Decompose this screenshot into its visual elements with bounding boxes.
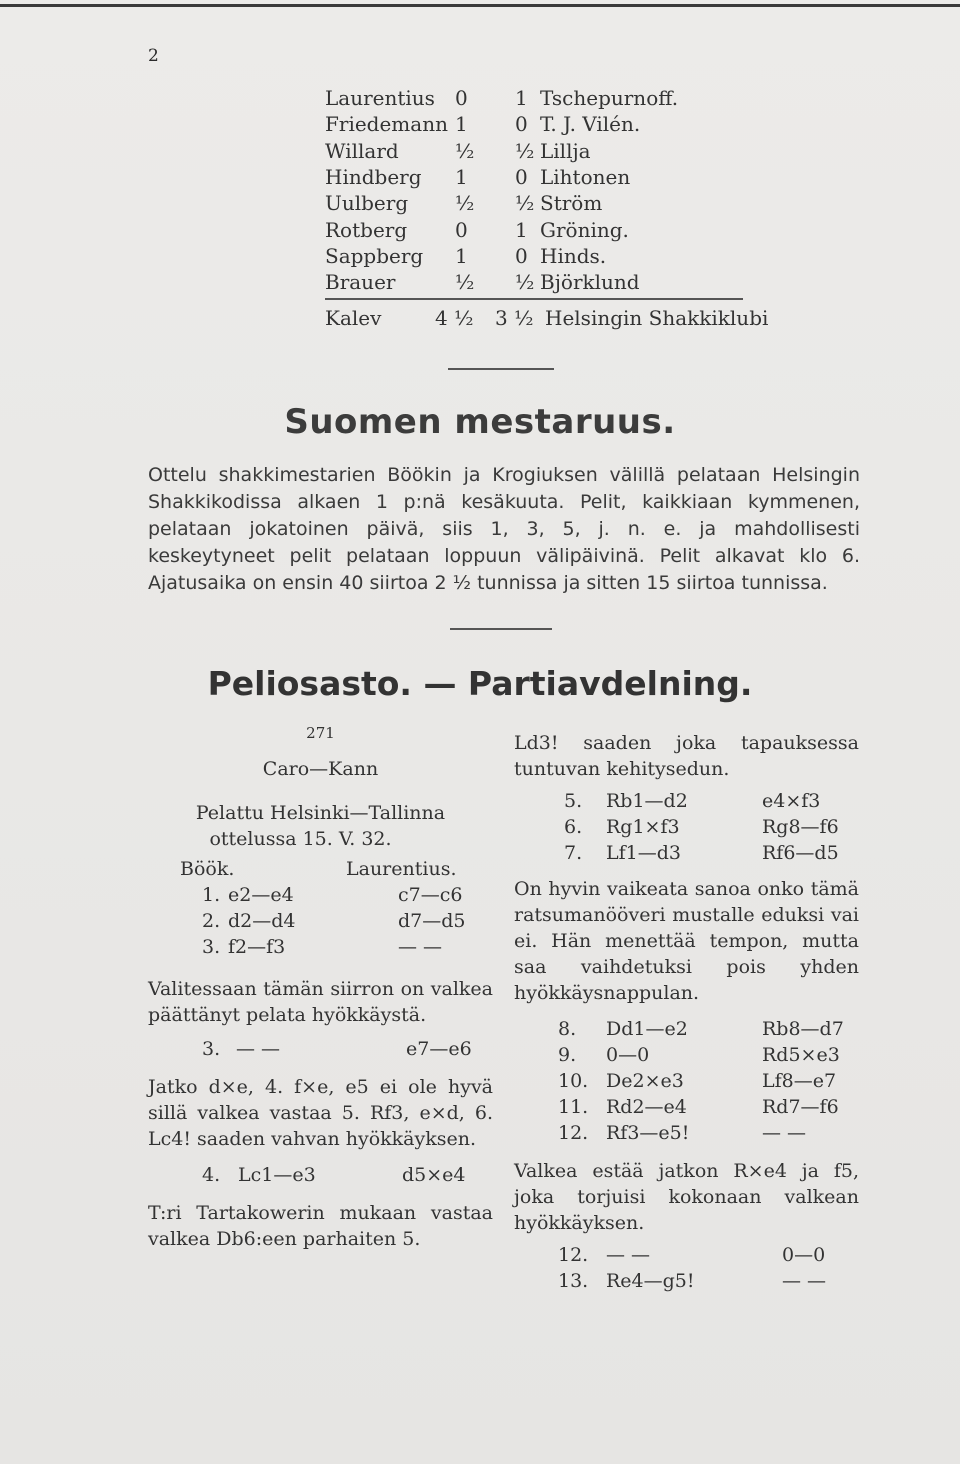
black-move: Rd5×e3: [762, 1044, 840, 1066]
move-number: 6.: [564, 816, 583, 838]
white-move: d2—d4: [228, 910, 296, 932]
home-score: 0: [455, 217, 468, 242]
page-number: 2: [148, 46, 159, 66]
move-number: 12.: [558, 1244, 589, 1266]
annotation: Valitessaan tämän siirron on valkea päättänyt pelata hyökkäystä.: [148, 978, 493, 1026]
move-list: [148, 882, 493, 960]
white-move: f2—f3: [228, 936, 286, 958]
move-number: 9.: [558, 1044, 577, 1066]
move-row: [514, 840, 859, 866]
black-move: Lf8—e7: [762, 1070, 837, 1092]
game-column-left: [148, 720, 493, 1252]
home-player: Sappberg: [325, 243, 424, 268]
move-number: 13.: [558, 1270, 589, 1292]
move-number: 5.: [564, 790, 583, 812]
home-score: ½: [455, 191, 475, 216]
move-number: 12.: [558, 1122, 589, 1144]
total-rule: [325, 298, 743, 300]
black-move: Rd7—f6: [762, 1096, 839, 1118]
white-move: Rd2—e4: [606, 1096, 687, 1118]
move-row: [148, 1036, 493, 1062]
away-score: 1: [515, 86, 528, 110]
home-score: 1: [455, 243, 468, 268]
move-number: 10.: [558, 1070, 589, 1092]
move-row: [514, 1068, 859, 1094]
move-row: [514, 1268, 859, 1294]
black-move: Rf6—d5: [762, 842, 839, 864]
move-row: [514, 814, 859, 840]
home-player: Willard: [325, 138, 399, 163]
annotation: On hyvin vaikeata sanoa onko tämä ratsumanööveri mustalle eduksi vai ei. Hän menettää tempon, mutta saa vaihdetuksi pois yhden hyökkäysnappulan.: [514, 878, 859, 1004]
page-title: Suomen mestaruus.: [284, 402, 676, 442]
move-row: [514, 1094, 859, 1120]
white-player: Böök.: [180, 858, 235, 880]
move-list: [148, 1036, 493, 1062]
white-move: Rf3—e5!: [606, 1122, 690, 1144]
move-list: [514, 1242, 859, 1294]
white-move: — —: [236, 1038, 281, 1060]
away-score: 1: [515, 217, 528, 242]
black-move: — —: [398, 936, 443, 958]
annotation: T:ri Tartakowerin mukaan vastaa valkea Db6:een parhaiten 5.: [148, 1202, 493, 1250]
black-move: — —: [782, 1270, 827, 1292]
home-player: Uulberg: [325, 191, 409, 216]
move-number: 8.: [558, 1018, 577, 1040]
white-move: — —: [606, 1244, 651, 1266]
white-move: Dd1—e2: [606, 1018, 688, 1040]
game-number: 271: [306, 724, 335, 742]
home-player: Laurentius: [325, 86, 435, 110]
away-score: 0: [515, 243, 528, 268]
home-player: Hindberg: [325, 164, 422, 189]
away-player: Hinds.: [540, 243, 607, 268]
away-player: T. J. Vilén.: [540, 112, 641, 137]
move-number: 3.: [202, 936, 221, 958]
home-score: ½: [455, 138, 475, 163]
black-move: — —: [762, 1122, 807, 1144]
black-move: d7—d5: [398, 910, 466, 932]
home-score: ½: [455, 270, 475, 295]
move-number: 4.: [202, 1164, 221, 1186]
white-move: Re4—g5!: [606, 1270, 695, 1292]
black-move: Rb8—d7: [762, 1018, 844, 1040]
white-move: De2×e3: [606, 1070, 684, 1092]
away-player: Björklund: [540, 270, 640, 295]
move-row: [514, 1042, 859, 1068]
white-move: Lc1—e3: [238, 1164, 316, 1186]
away-score: 0: [515, 112, 528, 137]
move-number: 3.: [202, 1038, 221, 1060]
away-score: ½: [515, 191, 535, 216]
white-move: Rg1×f3: [606, 816, 680, 838]
home-player: Brauer: [325, 270, 396, 295]
away-player: Lihtonen: [540, 164, 631, 189]
move-row: [148, 908, 493, 934]
home-score: 0: [455, 86, 468, 110]
home-player: Friedemann: [325, 112, 448, 137]
white-move: 0—0: [606, 1044, 650, 1066]
move-row: [514, 1242, 859, 1268]
move-row: [148, 1162, 493, 1188]
move-list: [514, 1016, 859, 1146]
move-row: [148, 934, 493, 960]
home-score: 1: [455, 164, 468, 189]
move-row: [514, 1016, 859, 1042]
total-home-club: Kalev: [325, 306, 382, 330]
annotation: Ld3! saaden joka tapauksessa tuntuvan kehitysedun.: [514, 732, 859, 780]
away-score: 0: [515, 164, 528, 189]
black-move: e4×f3: [762, 790, 821, 812]
black-move: c7—c6: [398, 884, 463, 906]
black-move: 0—0: [782, 1244, 826, 1266]
away-player: Tschepurnoff.: [540, 86, 679, 110]
away-score: ½: [515, 138, 535, 163]
away-player: Lillja: [540, 138, 591, 163]
divider-rule: [450, 628, 552, 630]
played-line: Pelattu Helsinki—Tallinna: [195, 802, 446, 824]
away-player: Ström: [540, 191, 603, 216]
black-move: e7—e6: [406, 1038, 472, 1060]
move-row: [148, 882, 493, 908]
black-move: Rg8—f6: [762, 816, 839, 838]
move-number: 7.: [564, 842, 583, 864]
divider-rule: [448, 368, 554, 370]
total-home-score: 4 ½: [435, 306, 474, 330]
black-player: Laurentius.: [346, 858, 457, 880]
annotation: Valkea estää jatkon R×e4 ja f5, joka torjuisi kokonaan valkean hyökkäyksen.: [514, 1160, 859, 1234]
section-title: Peliosasto. — Partiavdelning.: [207, 664, 753, 703]
away-player: Gröning.: [540, 217, 629, 242]
white-move: Rb1—d2: [606, 790, 688, 812]
white-move: e2—e4: [228, 884, 294, 906]
intro-paragraph: Ottelu shakkimestarien Böökin ja Krogiuksen välillä pelataan Helsingin Shakkikodissa alkaen 1 p:nä kesäkuuta. Pelit, kaikkiaan kymmenen, pelataan jokatoinen päivä, siis 1, 3, 5, j. n. e. ja mahdollisesti keskeytyneet pelit pelataan loppuun välipäivinä. Pelit alkavat klo 6. Ajatusaika on ensin 40 siirtoa 2 ½ tunnissa ja sitten 15 siirtoa tunnissa.: [148, 464, 860, 594]
total-away-score: 3 ½: [495, 306, 534, 330]
top-edge-rule: [0, 4, 960, 7]
players-row: [148, 856, 493, 882]
away-score: ½: [515, 270, 535, 295]
move-row: [514, 1120, 859, 1146]
move-number: 11.: [558, 1096, 589, 1118]
white-move: Lf1—d3: [606, 842, 681, 864]
move-number: 2.: [202, 910, 221, 932]
annotation: Jatko d×e, 4. f×e, e5 ei ole hyvä sillä valkea vastaa 5. Rf3, e×d, 6. Lc4! saaden vahvan hyökkäyksen.: [148, 1076, 493, 1150]
home-player: Rotberg: [325, 217, 408, 242]
game-column-right: [514, 730, 859, 1294]
total-away-club: Helsingin Shakkiklubi: [545, 306, 769, 330]
move-list: [514, 788, 859, 866]
home-score: 1: [455, 112, 468, 137]
black-move: d5×e4: [402, 1164, 466, 1186]
move-number: 1.: [202, 884, 221, 906]
move-row: [514, 788, 859, 814]
opening-name: Caro—Kann: [262, 758, 379, 780]
played-line-2: ottelussa 15. V. 32.: [209, 828, 392, 850]
move-list: [148, 1162, 493, 1188]
